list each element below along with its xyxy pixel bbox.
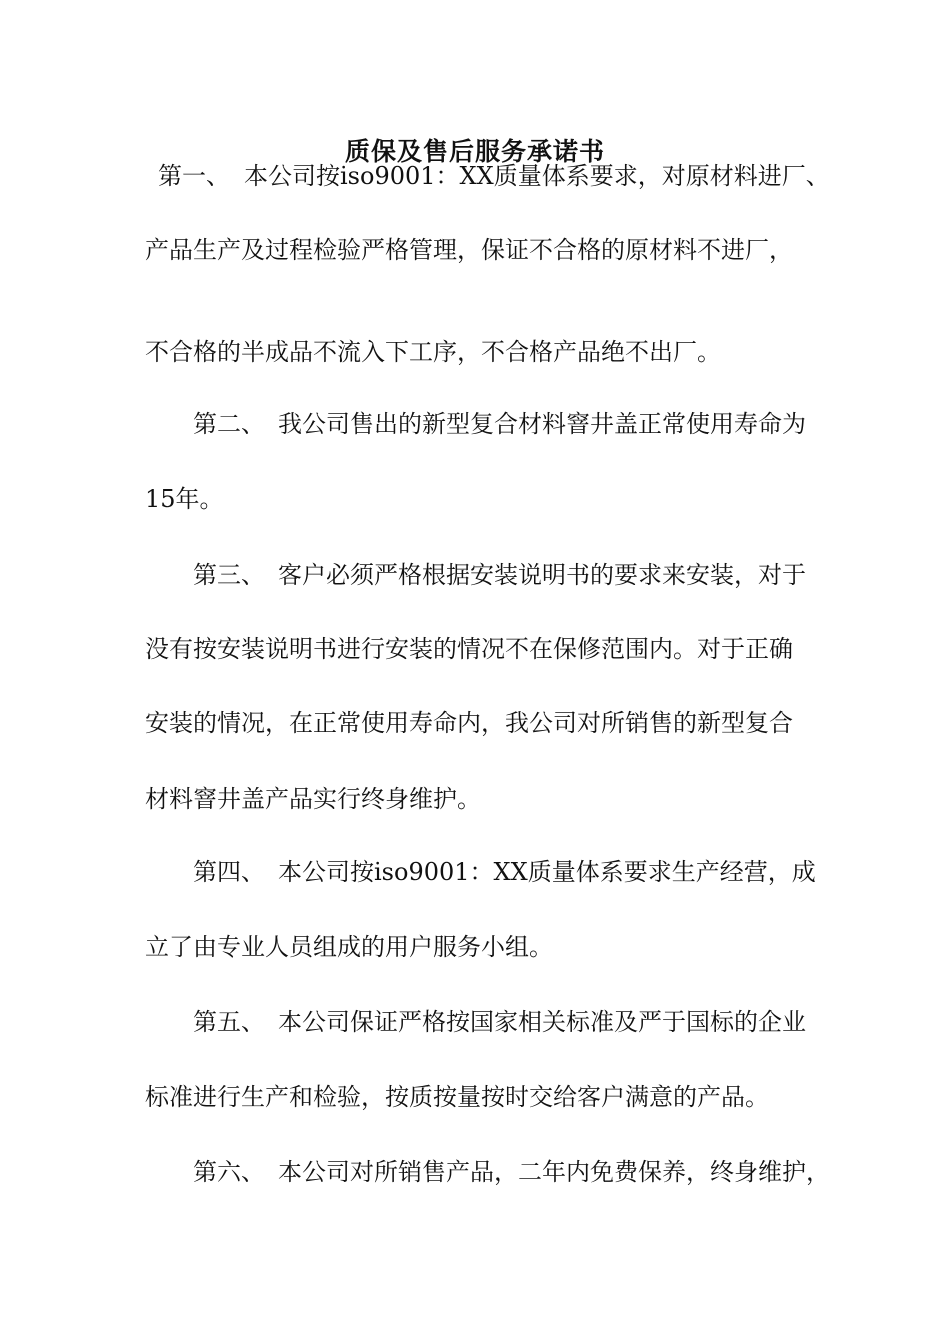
clause-number: 第二、 [193,410,265,438]
clause-number: 第四、 [193,858,265,886]
document-title: 质保及售后服务承诺书 [344,137,605,166]
clause-text: 本公司按iso9001：XX质量体系要求，对原材料进厂、 [244,162,830,190]
paragraph-1-line-1 [158,158,830,194]
clause-text: 我公司售出的新型复合材料窨井盖正常使用寿命为 [278,410,806,438]
paragraph-2-line-1 [193,406,806,442]
clause-number: 第三、 [193,561,265,589]
paragraph-3-line-3: 安装的情况，在正常使用寿命内，我公司对所销售的新型复合 [145,709,793,737]
paragraph-3-line-4: 材料窨井盖产品实行终身维护。 [145,785,481,813]
paragraph-5-line-1 [193,1004,806,1040]
paragraph-2-line-2: 15年。 [145,485,224,513]
paragraph-5-line-2: 标准进行生产和检验，按质按量按时交给客户满意的产品。 [145,1083,769,1111]
paragraph-6-line-1 [193,1154,830,1190]
paragraph-1-line-3: 不合格的半成品不流入下工序，不合格产品绝不出厂。 [145,338,721,366]
paragraph-4-line-2: 立了由专业人员组成的用户服务小组。 [145,933,553,961]
clause-number: 第六、 [193,1158,265,1186]
clause-number: 第一、 [158,162,230,190]
paragraph-3-line-2: 没有按安装说明书进行安装的情况不在保修范围内。对于正确 [145,635,793,663]
clause-text: 本公司按iso9001：XX质量体系要求生产经营，成 [278,858,816,886]
clause-text: 客户必须严格根据安装说明书的要求来安装，对于 [278,561,806,589]
paragraph-1-line-2: 产品生产及过程检验严格管理，保证不合格的原材料不进厂， [145,236,793,264]
paragraph-3-line-1 [193,557,806,593]
paragraph-4-line-1 [193,854,816,890]
clause-number: 第五、 [193,1008,265,1036]
clause-text: 本公司保证严格按国家相关标准及严于国标的企业 [278,1008,806,1036]
clause-text: 本公司对所销售产品，二年内免费保养，终身维护， [278,1158,830,1186]
